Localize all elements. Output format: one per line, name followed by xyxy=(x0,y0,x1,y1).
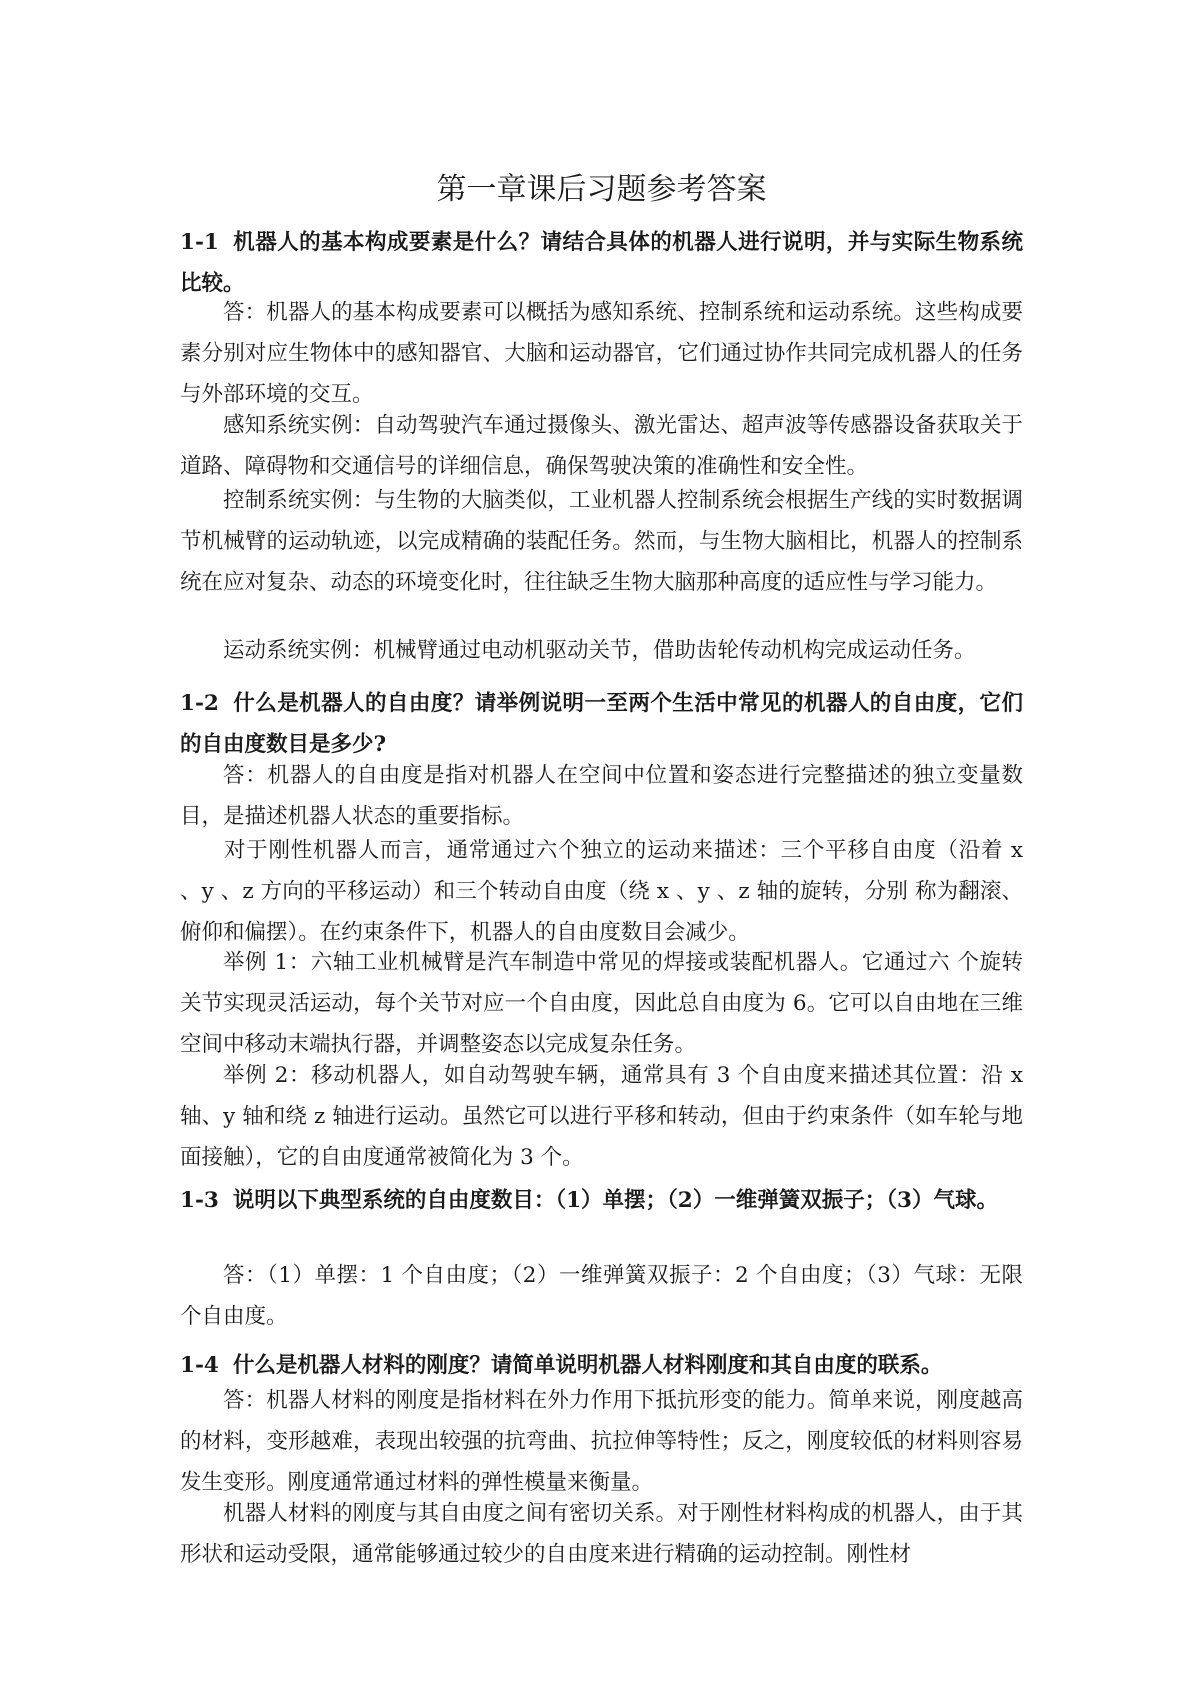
question-text: 什么是机器人的自由度？请举例说明一至两个生活中常见的机器人的自由度，它们的自由度数目是多少? xyxy=(180,691,1023,757)
question-1-2 xyxy=(180,683,1023,765)
answer-paragraph: 机器人材料的刚度与其自由度之间有密切关系。对于刚性材料构成的机器人，由于其形状和运动受限，通常能够通过较少的自由度来进行精确的运动控制。刚性材 xyxy=(180,1501,1023,1567)
question-number: 1-2 xyxy=(180,691,219,716)
document-title: 第一章课后习题参考答案 xyxy=(436,172,767,207)
answer-paragraph: 对于刚性机器人而言，通常通过六个独立的运动来描述：三个平移自由度（沿着 x 、y 、z 方向的平移运动）和三个转动自由度（绕 x 、y 、z 轴的旋转，分别 称为翻滚、俯仰和偏摆）。在约束条件下，机器人的自由度数目会减少。 xyxy=(180,838,1023,945)
question-number: 1-3 xyxy=(180,1188,219,1213)
answer-paragraph: 答：机器人的基本构成要素可以概括为感知系统、控制系统和运动系统。这些构成要素分别对应生物体中的感知器官、大脑和运动器官，它们通过协作共同完成机器人的任务与外部环境的交互。 xyxy=(180,300,1023,407)
answer-paragraph: 感知系统实例：自动驾驶汽车通过摄像头、激光雷达、超声波等传感器设备获取关于道路、障碍物和交通信号的详细信息，确保驾驶决策的准确性和安全性。 xyxy=(180,413,1023,479)
question-text: 什么是机器人材料的刚度？请简单说明机器人材料刚度和其自由度的联系。 xyxy=(232,1353,943,1378)
answer-paragraph: 举例 2：移动机器人，如自动驾驶车辆，通常具有 3 个自由度来描述其位置：沿 x 轴、y 轴和绕 z 轴进行运动。虽然它可以进行平移和转动，但由于约束条件（如车轮与地面接触），它的自由度通常被简化为 3 个。 xyxy=(180,1063,1023,1170)
question-text: 说明以下典型系统的自由度数目：（1）单摆；（2）一维弹簧双振子；（3）气球。 xyxy=(232,1188,998,1213)
answer-paragraph: 举例 1：六轴工业机械臂是汽车制造中常见的焊接或装配机器人。它通过六 个旋转关节实现灵活运动，每个关节对应一个自由度，因此总自由度为 6。它可以自由地在三维空间中移动末端执行器，并调整姿态以完成复杂任务。 xyxy=(180,950,1023,1057)
question-text: 机器人的基本构成要素是什么？请结合具体的机器人进行说明，并与实际生物系统比较。 xyxy=(180,230,1023,296)
answer-paragraph: 答：机器人的自由度是指对机器人在空间中位置和姿态进行完整描述的独立变量数目，是描述机器人状态的重要指标。 xyxy=(180,763,1023,829)
answer-paragraph: 控制系统实例：与生物的大脑类似，工业机器人控制系统会根据生产线的实时数据调节机械臂的运动轨迹，以完成精确的装配任务。然而，与生物大脑相比，机器人的控制系统在应对复杂、动态的环境变化时，往往缺乏生物大脑那种高度的适应性与学习能力。 xyxy=(180,488,1023,595)
answer-paragraph: 运动系统实例：机械臂通过电动机驱动关节，借助齿轮传动机构完成运动任务。 xyxy=(223,638,976,663)
answer-paragraph: 答：（1）单摆：1 个自由度；（2）一维弹簧双振子：2 个自由度；（3）气球：无限个自由度。 xyxy=(180,1263,1023,1329)
question-1-3 xyxy=(180,1180,1023,1221)
question-number: 1-4 xyxy=(180,1353,219,1378)
question-number: 1-1 xyxy=(180,230,219,255)
answer-paragraph: 答：机器人材料的刚度是指材料在外力作用下抵抗形变的能力。简单来说，刚度越高的材料，变形越难，表现出较强的抗弯曲、抗拉伸等特性；反之，刚度较低的材料则容易发生变形。刚度通常通过材料的弹性模量来衡量。 xyxy=(180,1388,1023,1495)
